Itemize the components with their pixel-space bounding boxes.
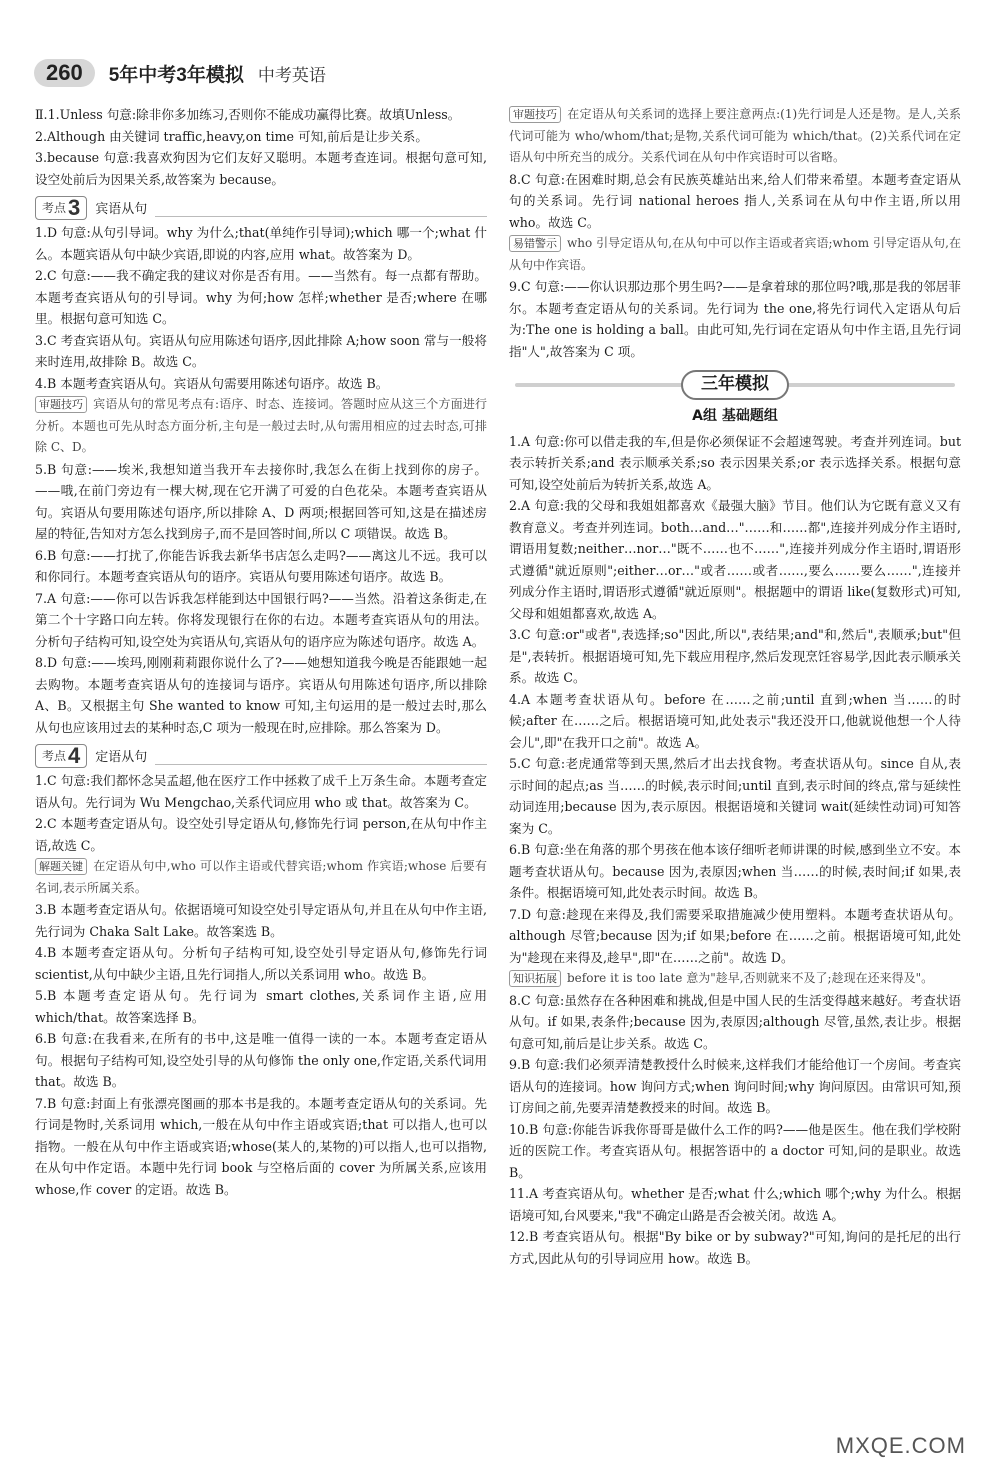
tip-tag: 解题关键 xyxy=(35,858,87,875)
book-title: 5年中考3年模拟 xyxy=(108,64,244,86)
tip-tag: 易错警示 xyxy=(509,235,561,252)
answer-item: 9.C 句意:——你认识那边那个男生吗?——是拿着球的那位吗?哦,那是我的邻居菲尔。本题考查定语从句的关系词。先行词为 the one,将先行词代入定语从句后为:The one is holding a ball。由此可知,先行词在定语从句中作主语,且先行词指"人",故答案为 C 项。 xyxy=(509,279,961,359)
answer-item: 5.B 本题考查定语从句。先行词为 smart clothes,关系词作主语,应用 which/that。故答案选择 B。 xyxy=(35,988,487,1025)
page-header xyxy=(34,58,326,88)
answer-item: 1.A 句意:你可以借走我的车,但是你必须保证不会超速驾驶。考查并列连词。but 表示转折关系;and 表示顺承关系;so 表示因果关系;or 表示选择关系。根据句意可知,设空处前后为转折关系,故选 A。 xyxy=(509,433,961,492)
answer-item: 1.D 句意:从句引导词。why 为什么;that(单纯作引导词);which 哪一个;what 什么。本题宾语从句中缺少宾语,即说的内容,应用 what。故答案为 D。 xyxy=(35,225,487,262)
subject-title: 中考英语 xyxy=(257,65,326,86)
section-label: 考点 xyxy=(42,748,67,763)
section-banner xyxy=(509,368,961,402)
section-heading xyxy=(35,742,487,768)
answer-item: 8.D 句意:——埃玛,刚刚莉莉跟你说什么了?——她想知道我今晚是否能跟她一起去购物。本题考查宾语从句的连接词与语序。宾语从句用陈述句语序,所以排除 A、B。又根据主句 She wanted to know 可知,主句运用的是一般过去时,那么从句也应该用过去的某种时态,C 项为一般现在时,应排除。那么答案为 D。 xyxy=(35,655,487,735)
tip-tag: 审题技巧 xyxy=(509,106,561,123)
tip-tag: 知识拓展 xyxy=(509,970,561,987)
tip-note xyxy=(509,104,961,169)
right-column xyxy=(509,104,961,1269)
section-number: 4 xyxy=(68,743,81,768)
tip-text: 在定语从句关系词的选择上要注意两点:(1)先行词是人还是物。是人,关系代词可能为 who/whom/that;是物,关系代词可能为 which/that。(2)关系代词在定语从句中所充当的成分。关系代词在从句中作宾语时可以省略。 xyxy=(509,107,961,164)
section-title: 宾语从句 xyxy=(95,201,148,217)
answer-item: 11.A 考查宾语从句。whether 是否;what 什么;which 哪个;why 为什么。根据语境可知,台风要来,"我"不确定山路是否会被关闭。故选 A。 xyxy=(509,1186,961,1223)
answer-item: 4.A 本题考查状语从句。before 在……之前;until 直到;when 当……的时候;after 在……之后。根据语境可知,此处表示"我还没开口,他就说他想一个人待会儿",即"在我开口之前"。故选 A。 xyxy=(509,691,961,750)
answer-item: 2.Although 由关键词 traffic,heavy,on time 可知,前后是让步关系。 xyxy=(35,128,428,144)
tip-note xyxy=(509,968,961,990)
answer-item: 7.A 句意:——你可以告诉我怎样能到达中国银行吗?——当然。沿着这条街走,在第二个十字路口向左转。你将发现银行在你的右边。本题考查宾语从句的用法。分析句子结构可知,设空处为宾语从句,宾语从句的语序应为陈述句语序。故选 A。 xyxy=(35,590,487,649)
answer-item: 2.C 本题考查定语从句。设空处引导定语从句,修饰先行词 person,在从句中作主语,故选 C。 xyxy=(35,816,487,853)
answer-item: 12.B 考查宾语从句。根据"By bike or by subway?"可知,询问的是托尼的出行方式,因此从句的引导词应用 how。故选 B。 xyxy=(509,1229,961,1266)
watermark-logo xyxy=(766,1389,966,1459)
answer-item: 6.B 句意:在我看来,在所有的书中,这是唯一值得一读的一本。本题考查定语从句。根据句子结构可知,设空处引导的从句修饰 the only one,作定语,关系代词用 that。故选 B。 xyxy=(35,1031,487,1089)
left-column xyxy=(35,104,487,1200)
tip-text: before it is too late 意为"趁早,否则就来不及了;趁现在还来得及"。 xyxy=(567,971,934,985)
tip-note xyxy=(35,856,487,899)
section-badge xyxy=(35,196,87,220)
answer-item: 3.C 句意:or"或者",表选择;so"因此,所以",表结果;and"和,然后",表顺承;but"但是",表转折。根据语境可知,先下载应用程序,然后发现烹饪容易学,因此表示顺承关系。故选 C。 xyxy=(509,627,961,685)
tip-text: who 引导定语从句,在从句中可以作主语或者宾语;whom 引导定语从句,在从句中作宾语。 xyxy=(509,236,961,272)
section-rule xyxy=(155,216,487,217)
page-number: 260 xyxy=(34,59,95,87)
answer-item: 6.B 句意:坐在角落的那个男孩在他本该仔细听老师讲课的时候,感到坐立不安。本题考查状语从句。because 因为,表原因;when 当……的时候,表时间;if 如果,表条件。根据语境可知,此处表示时间。故选 B。 xyxy=(509,842,961,900)
answer-item: 1.C 句意:我们都怀念吴孟超,他在医疗工作中拯救了成千上万条生命。本题考查定语从句。先行词为 Wu Mengchao,关系代词应用 who 或 that。故答案为 C。 xyxy=(35,773,487,810)
group-title: A组 基础题组 xyxy=(692,408,778,424)
answer-item: 7.D 句意:趁现在来得及,我们需要采取措施减少使用塑料。本题考查状语从句。although 尽管;because 因为;if 如果;before 在……之前。根据语境可知,此处为"趁现在来得及,趁早",即"在……之前"。故选 D。 xyxy=(509,906,961,965)
answer-item: 5.C 句意:老虎通常等到天黑,然后才出去找食物。考查状语从句。since 自从,表示时间的起点;as 当……的时候,表示时间;until 直到,表示时间的终点,常与延续性动词连用;because 因为,表示原因。根据语境和关键词 wait(延续性动词)可知答案为 C。 xyxy=(509,756,961,836)
answer-item: 8.C 句意:虽然存在各种困难和挑战,但是中国人民的生活变得越来越好。考查状语从句。if 如果,表条件;because 因为,表原因;although 尽管,虽然,表让步。根据句意可知,前后是让步关系。故选 C。 xyxy=(509,992,961,1051)
tip-tag: 审题技巧 xyxy=(35,396,87,413)
answer-item: 3.B 本题考查定语从句。依据语境可知设空处引导定语从句,并且在从句中作主语,先行词为 Chaka Salt Lake。故答案选 B。 xyxy=(35,902,487,939)
answer-item: 7.B 句意:封面上有张漂亮图画的那本书是我的。本题考查定语从句的关系词。先行词是物时,关系词用 which,一般在从句中作主语或宾语;that 可以指人,也可以指物。一般在从句中作主语或宾语;whose(某人的,某物的)可以指人,也可以指物,在从句中作定语。本题中先行词 book 与空格后面的 cover 为所属关系,应该用 whose,作 cover 的定语。故选 B。 xyxy=(35,1095,487,1197)
answer-item: 8.C 句意:在困难时期,总会有民族英雄站出来,给人们带来希望。本题考查定语从句的关系词。先行词 national heroes 指人,关系词在从句中作主语,所以用 who。故选 C。 xyxy=(509,171,961,230)
watermark-text: MXQE.COM xyxy=(835,1433,966,1458)
answer-item: 2.A 句意:我的父母和我姐姐都喜欢《最强大脑》节目。他们认为它既有意义又有教育意义。考查并列连词。both…and…"……和……都",连接并列成分作主语时,谓语用复数;neither…nor…"既不……也不……",连接并列成分作主语时,谓语形式遵循"就近原则";either…or…"或者……或者……,要么……要么……",连接并列成分作主语时,谓语形式遵循"就近原则"。根据题中的谓语 like(复数形式)可知,父母和姐姐都喜欢,故选 A。 xyxy=(509,498,961,621)
answer-item: 2.C 句意:——我不确定我的建议对你是否有用。——当然有。每一点都有帮助。本题考查宾语从句的引导词。why 为何;how 怎样;whether 是否;where 在哪里。根据句意可知选 C。 xyxy=(35,268,487,326)
tip-note xyxy=(35,394,487,459)
banner-title: 三年模拟 xyxy=(681,370,789,400)
answer-item: 9.B 句意:我们必须弄清楚教授什么时候来,这样我们才能给他订一个房间。考查宾语从句的连接词。how 询问方式;when 询问时间;why 询问原因。由常识可知,预订房间之前,先要弄清楚教授来的时间。故选 B。 xyxy=(509,1057,961,1115)
answer-item: 6.B 句意:——打扰了,你能告诉我去新华书店怎么走吗?——离这儿不远。我可以和你同行。本题考查宾语从句的语序。宾语从句要用陈述句语序。故选 B。 xyxy=(35,547,487,584)
answer-item: 10.B 句意:你能告诉我你哥哥是做什么工作的吗?——他是医生。他在我们学校附近的医院工作。考查宾语从句。根据答语中的 a doctor 可知,问的是职业。故选 B。 xyxy=(509,1121,961,1180)
section-badge xyxy=(35,744,87,768)
section-label: 考点 xyxy=(42,200,67,215)
answer-item: 4.B 本题考查定语从句。分析句子结构可知,设空处引导定语从句,修饰先行词 scientist,从句中缺少主语,且先行词指人,所以关系词用 who。故选 B。 xyxy=(35,945,487,982)
section-rule xyxy=(155,764,487,765)
answer-item: 3.C 考查宾语从句。宾语从句应用陈述句语序,因此排除 A;how soon 常与一般将来时连用,故排除 B。故选 C。 xyxy=(35,332,487,369)
answer-item: 3.because 句意:我喜欢狗因为它们友好又聪明。本题考查连词。根据句意可知,设空处前后为因果关系,故答案为 because。 xyxy=(35,150,487,187)
section-number: 3 xyxy=(68,195,81,220)
section-title: 定语从句 xyxy=(95,749,148,765)
tip-note xyxy=(509,233,961,276)
section-heading xyxy=(35,194,487,220)
answer-item: 5.B 句意:——埃米,我想知道当我开车去接你时,我怎么在街上找到你的房子。——哦,在前门旁边有一棵大树,现在它开满了可爱的白色花朵。本题考查宾语从句。宾语从句要用陈述句语序,所以排除 A、D 两项;根据回答可知,这是在描述房屋的特征,告知对方怎么找到房子,而不是回答时间,所以 C 项错误。故选 B。 xyxy=(35,461,487,541)
tip-text: 宾语从句的常见考点有:语序、时态、连接词。答题时应从这三个方面进行分析。本题也可先从时态方面分析,主句是一般过去时,从句需用相应的过去时态,可排除 C、D。 xyxy=(35,397,487,454)
tip-text: 在定语从句中,who 可以作主语或代替宾语;whom 作宾语;whose 后要有名词,表示所属关系。 xyxy=(35,859,487,895)
answer-item: 4.B 本题考查宾语从句。宾语从句需要用陈述句语序。故选 B。 xyxy=(35,375,389,391)
answer-item: Ⅱ.1.Unless 句意:除非你多加练习,否则你不能成功赢得比赛。故填Unless。 xyxy=(35,107,461,122)
